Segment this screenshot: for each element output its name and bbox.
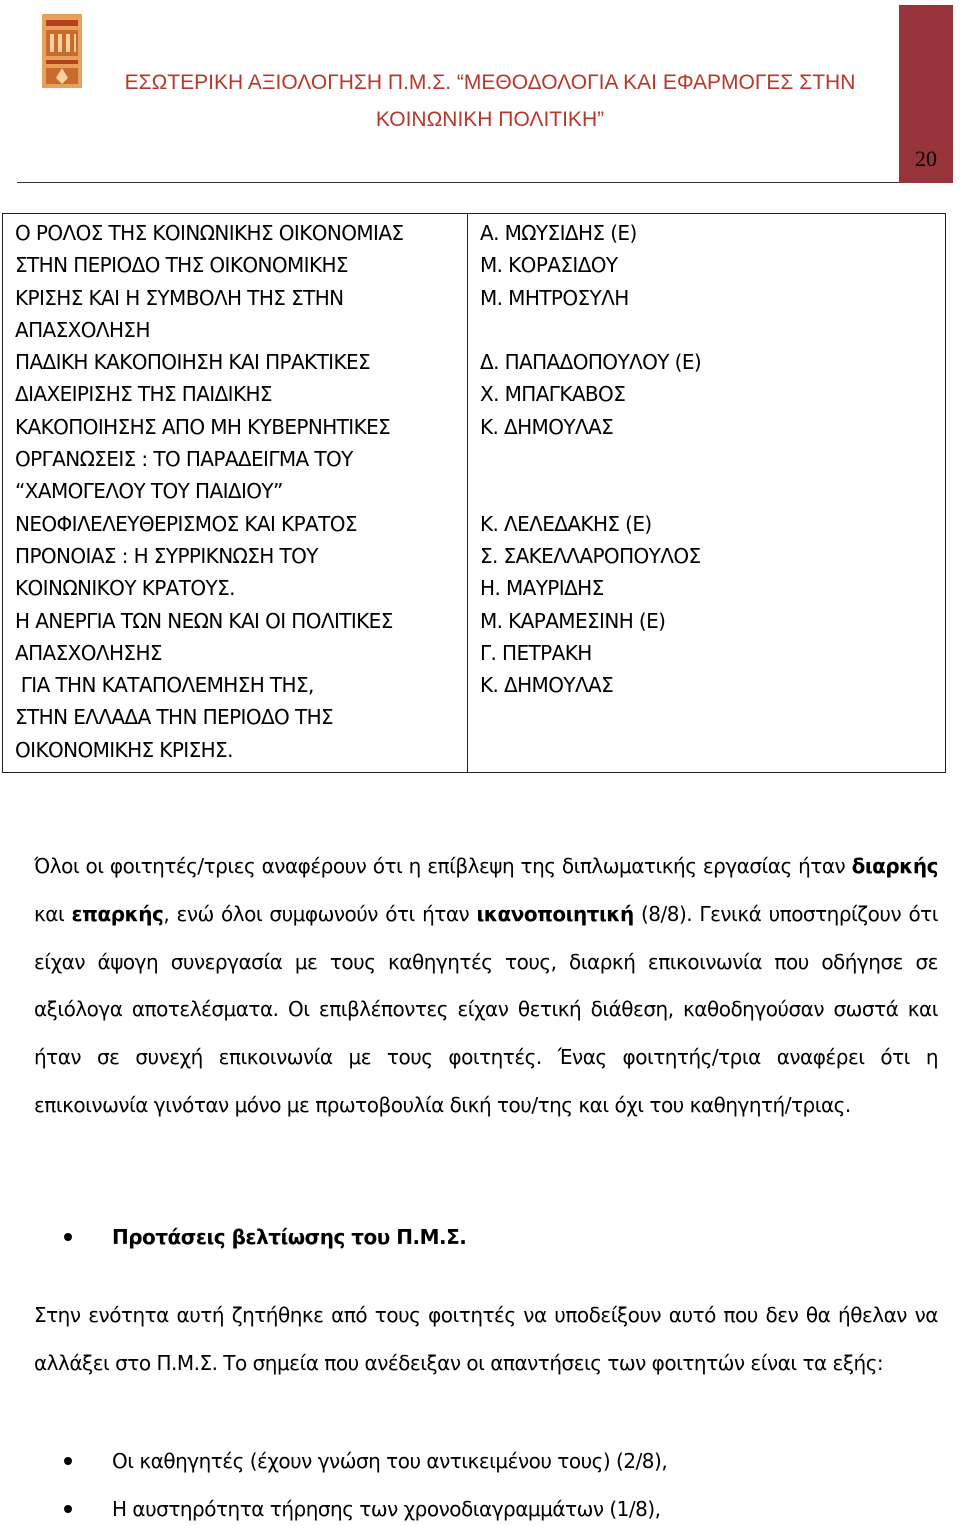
thesis-title-line: ΝΕΟΦΙΛΕΛΕΥΘΕΡΙΣΜΟΣ ΚΑΙ ΚΡΑΤΟΣ [15, 511, 357, 536]
supervisor-name: Κ. ΛΕΛΕΔΑΚΗΣ (Ε) [480, 511, 652, 536]
thesis-title-line: ΓΙΑ ΤΗΝ ΚΑΤΑΠΟΛΕΜΗΣΗ ΤΗΣ, [15, 673, 314, 698]
thesis-title-line: ΣΤΗΝ ΠΕΡΙΟΔΟ ΤΗΣ ΟΙΚΟΝΟΜΙΚΗΣ [15, 253, 348, 278]
page-number: 20 [915, 146, 937, 171]
spacer [480, 314, 945, 346]
thesis-title-line: Η ΑΝΕΡΓΙΑ ΤΩΝ ΝΕΩΝ ΚΑΙ ΟΙ ΠΟΛΙΤΙΚΕΣ [15, 608, 393, 633]
header-title-line-1: ΕΣΩΤΕΡΙΚΗ ΑΞΙΟΛΟΓΗΣΗ Π.Μ.Σ. “ΜΕΘΟΔΟΛΟΓΙΑ ΚΑΙ ΕΦΑΡΜΟΓΕΣ ΣΤΗΝ [124, 71, 856, 94]
header-title-line-2: ΚΟΙΝΩΝΙΚΗ ΠΟΛΙΤΙΚΗ” [375, 108, 605, 131]
bold-term: διαρκής [851, 854, 938, 878]
thesis-title-line: ΑΠΑΣΧΟΛΗΣΗ [15, 317, 150, 342]
header-divider [17, 182, 899, 183]
university-crest-icon [40, 12, 84, 90]
section-heading: Προτάσεις βελτίωσης του Π.Μ.Σ. [112, 1225, 467, 1249]
supervision-paragraph [34, 843, 938, 1130]
thesis-title-line: “ΧΑΜΟΓΕΛΟΥ ΤΟΥ ΠΑΙΔΙΟΥ” [15, 479, 283, 504]
list-item-text: Οι καθηγητές (έχουν γνώση του αντικειμένου τους) (2/8), [112, 1449, 668, 1473]
thesis-title-line: ΑΠΑΣΧΟΛΗΣΗΣ [15, 640, 162, 665]
thesis-title-line: ΚΟΙΝΩΝΙΚΟΥ ΚΡΑΤΟΥΣ. [15, 576, 235, 601]
thesis-title-line: ΚΡΙΣΗΣ ΚΑΙ Η ΣΥΜΒΟΛΗ ΤΗΣ ΣΤΗΝ [15, 285, 344, 310]
supervisor-name: Κ. ΔΗΜΟΥΛΑΣ [480, 673, 614, 698]
text-run: και [34, 901, 72, 926]
supervisor-name: Μ. ΚΑΡΑΜΕΣΙΝΗ (Ε) [480, 608, 666, 633]
bold-term: ικανοποιητική [476, 901, 634, 926]
supervisor-name: Κ. ΔΗΜΟΥΛΑΣ [480, 414, 614, 439]
supervisor-name: Σ. ΣΑΚΕΛΛΑΡΟΠΟΥΛΟΣ [480, 543, 701, 568]
spacer [480, 475, 945, 507]
thesis-title-line: Ο ΡΟΛΟΣ ΤΗΣ ΚΟΙΝΩΝΙΚΗΣ ΟΙΚΟΝΟΜΙΑΣ [15, 221, 404, 245]
supervisors-cell [468, 214, 946, 773]
text-run: , ενώ όλοι συμφωνούν ότι ήταν [163, 901, 477, 926]
thesis-title-line: ΔΙΑΧΕΙΡΙΣΗΣ ΤΗΣ ΠΑΙΔΙΚΗΣ [15, 382, 272, 407]
supervisor-name: Γ. ΠΕΤΡΑΚΗ [480, 640, 592, 665]
list-item-text: Η αυστηρότητα τήρησης των χρονοδιαγραμμάτων (1/8), [112, 1497, 661, 1521]
bullet-icon [64, 1505, 72, 1513]
supervisor-name: Μ. ΜΗΤΡΟΣΥΛΗ [480, 285, 629, 310]
thesis-title-line: ΟΡΓΑΝΩΣΕΙΣ : ΤΟ ΠΑΡΑΔΕΙΓΜΑ ΤΟΥ [15, 447, 353, 472]
text-run: (8/8). Γενικά υποστηρίζουν ότι είχαν άψογη συνεργασία με τους καθηγητές τους, διαρκή επικοινωνία που οδήγησε σε αξιόλογα αποτελέσματα. Οι επιβλέποντες είχαν θετική διάθεση, καθοδηγούσαν σωστά και ήταν σε συνεχή επικοινωνία με τους φοιτητές. Ένας φοιτητής/τρια αναφέρει ότι η επικοινωνία γινόταν μόνο με πρωτοβουλία δική του/της και όχι του καθηγητή/τριας. [34, 901, 938, 1117]
text-run: Όλοι οι φοιτητές/τριες αναφέρουν ότι η επίβλεψη της διπλωματικής εργασίας ήταν [34, 854, 852, 878]
supervisor-name: Χ. ΜΠΑΓΚΑΒΟΣ [480, 382, 626, 407]
supervisor-name: Η. ΜΑΥΡΙΔΗΣ [480, 576, 604, 601]
document-header-title [90, 64, 890, 138]
table-row [3, 214, 946, 773]
supervisor-name: Α. ΜΩΥΣΙΔΗΣ (Ε) [480, 221, 637, 245]
thesis-title-line: ΚΑΚΟΠΟΙΗΣΗΣ ΑΠΟ ΜΗ ΚΥΒΕΡΝΗΤΙΚΕΣ [15, 414, 391, 439]
bold-term: επαρκής [71, 901, 164, 926]
spacer [480, 443, 945, 475]
thesis-title-line: ΠΡΟΝΟΙΑΣ : Η ΣΥΡΡΙΚΝΩΣΗ ΤΟΥ [15, 543, 318, 568]
thesis-title-line: ΠΑΔΙΚΗ ΚΑΚΟΠΟΙΗΣΗ ΚΑΙ ΠΡΑΚΤΙΚΕΣ [15, 350, 371, 375]
proposals-paragraph: Στην ενότητα αυτή ζητήθηκε από τους φοιτητές να υποδείξουν αυτό που δεν θα ήθελαν να αλλάξει στο Π.Μ.Σ. Το σημεία που ανέδειξαν οι απαντήσεις των φοιτητών είναι τα εξής: [34, 1303, 938, 1375]
bullet-icon [64, 1233, 72, 1241]
thesis-title-line: ΟΙΚΟΝΟΜΙΚΗΣ ΚΡΙΣΗΣ. [15, 737, 233, 762]
bullet-icon [64, 1457, 72, 1465]
supervisor-name: Μ. ΚΟΡΑΣΙΔΟΥ [480, 253, 618, 278]
thesis-supervision-table [2, 213, 946, 773]
thesis-title-line: ΣΤΗΝ ΕΛΛΑΔΑ ΤΗΝ ΠΕΡΙΟΔΟ ΤΗΣ [15, 705, 334, 730]
supervisor-name: Δ. ΠΑΠΑΔΟΠΟΥΛΟΥ (Ε) [480, 350, 702, 375]
thesis-title-cell [3, 214, 468, 773]
